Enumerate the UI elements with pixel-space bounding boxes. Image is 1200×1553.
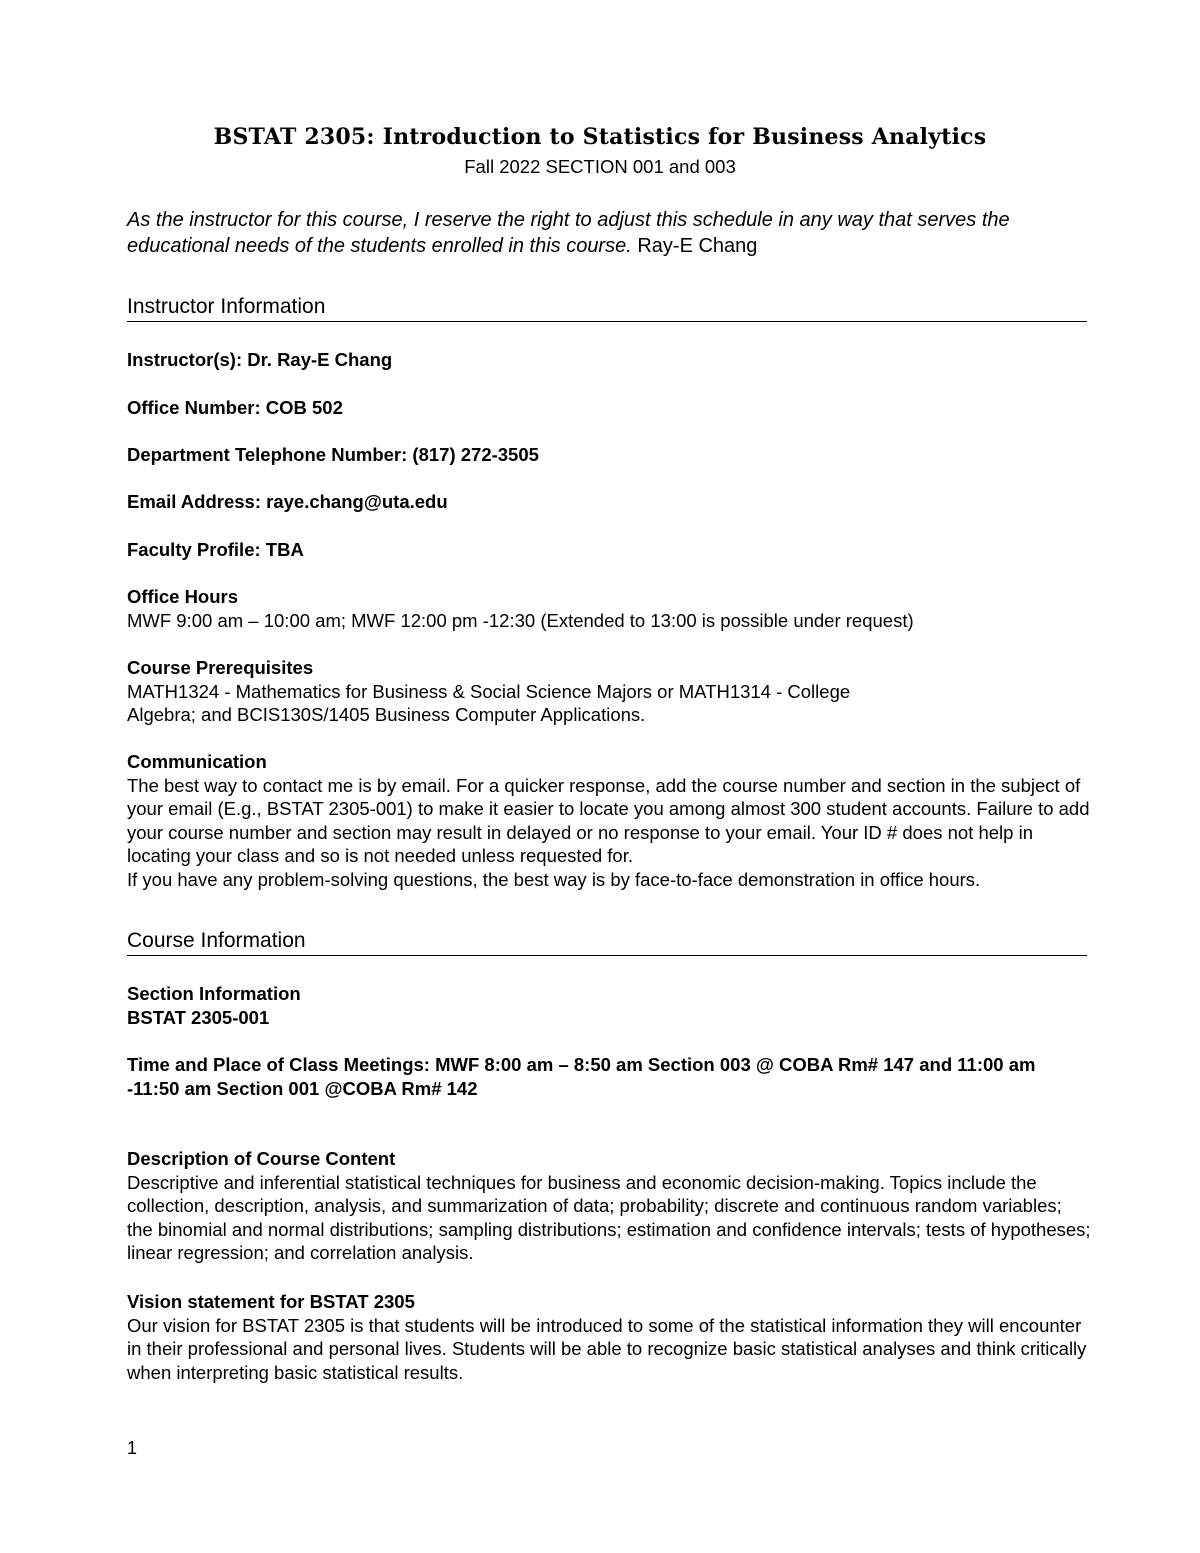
description-label: Description of Course Content <box>127 1148 396 1169</box>
communication <box>127 750 1092 891</box>
prerequisites-label: Course Prerequisites <box>127 657 314 678</box>
department-phone: Department Telephone Number: (817) 272-3505 <box>127 444 539 465</box>
disclaimer-text: As the instructor for this course, I reserve the right to adjust this schedule in any way that serves the educational needs of the students enrolled in this course. <box>127 209 1010 257</box>
class-meetings: Time and Place of Class Meetings: MWF 8:00 am – 8:50 am Section 003 @ COBA Rm# 147 and 11:00 am -11:50 am Section 001 @COBA Rm# 142 <box>127 1054 1036 1099</box>
disclaimer-signature: Ray-E Chang <box>631 235 758 257</box>
email-address: Email Address: raye.chang@uta.edu <box>127 491 448 512</box>
document-title: BSTAT 2305: Introduction to Statistics for Business Analytics <box>213 124 987 150</box>
section-information-label: Section Information <box>127 983 301 1004</box>
communication-label: Communication <box>127 751 267 772</box>
communication-text-2: If you have any problem-solving questions, the best way is by face-to-face demonstration in office hours. <box>127 868 981 890</box>
faculty-profile: Faculty Profile: TBA <box>127 539 304 560</box>
course-description <box>127 1147 1092 1265</box>
vision-label: Vision statement for BSTAT 2305 <box>127 1291 415 1312</box>
instructor-disclaimer <box>127 207 1087 259</box>
section-information <box>127 982 1092 1029</box>
prerequisites-line-1: MATH1324 - Mathematics for Business & Social Science Majors or MATH1314 - College <box>127 680 851 702</box>
document-subtitle: Fall 2022 SECTION 001 and 003 <box>464 156 736 177</box>
course-prerequisites <box>127 656 1092 727</box>
instructor-name: Instructor(s): Dr. Ray-E Chang <box>127 349 393 370</box>
instructor-information-heading: Instructor Information <box>127 295 1087 322</box>
communication-text: The best way to contact me is by email. For a quicker response, add the course number and section in the subject of your email (E.g., BSTAT 2305-001) to make it easier to locate you among almost 300 student accounts. Failure to add your course number and section may result in delayed or no response to your email. Your ID # does not help in locating your class and so is not needed unless requested for. <box>127 774 1090 866</box>
office-number: Office Number: COB 502 <box>127 397 343 418</box>
vision-statement <box>127 1290 1092 1384</box>
office-hours-text: MWF 9:00 am – 10:00 am; MWF 12:00 pm -12:30 (Extended to 13:00 is possible under request) <box>127 609 914 631</box>
description-text: Descriptive and inferential statistical techniques for business and economic decision-making. Topics include the collection, description, analysis, and summarization of data; probability; discrete and continuous random variables; the binomial and normal distributions; sampling distributions; estimation and confidence intervals; tests of hypotheses; linear regression; and correlation analysis. <box>127 1171 1091 1263</box>
vision-text: Our vision for BSTAT 2305 is that students will be introduced to some of the statistical information they will encounter in their professional and personal lives. Students will be able to recognize basic statistical analyses and think critically when interpreting basic statistical results. <box>127 1314 1087 1383</box>
office-hours <box>127 585 1092 632</box>
prerequisites-line-2: Algebra; and BCIS130S/1405 Business Computer Applications. <box>127 704 646 725</box>
page-number: 1 <box>127 1438 138 1458</box>
section-information-value: BSTAT 2305-001 <box>127 1006 270 1028</box>
course-information-heading: Course Information <box>127 929 1087 956</box>
office-hours-label: Office Hours <box>127 586 239 607</box>
